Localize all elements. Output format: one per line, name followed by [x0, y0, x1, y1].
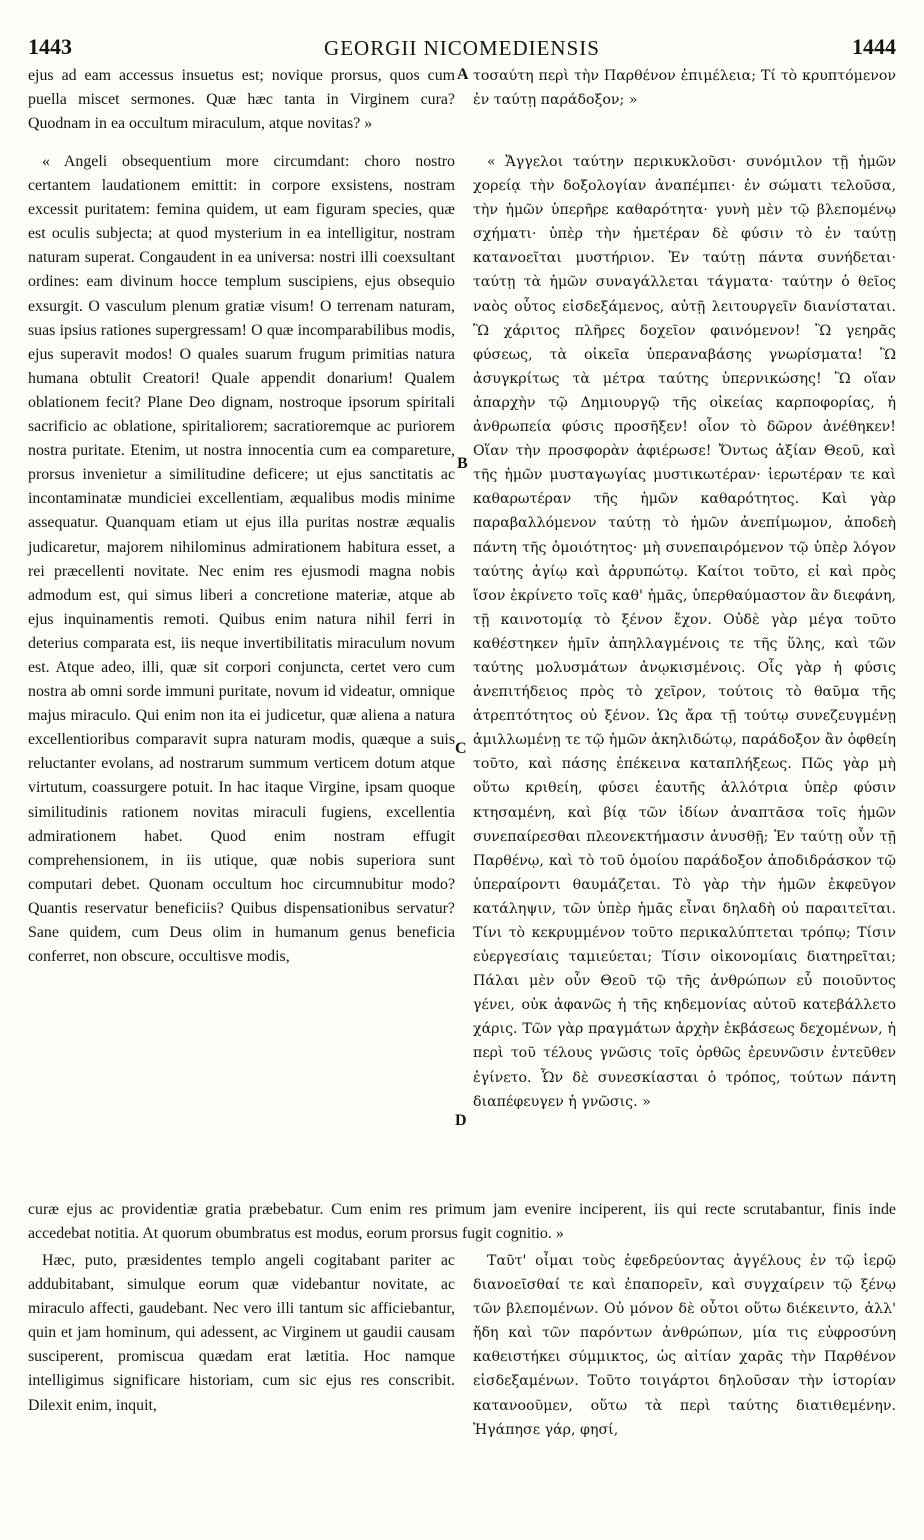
running-title: GEORGII NICOMEDIENSIS [324, 36, 600, 60]
greek-bottom-column [473, 1249, 896, 1442]
margin-marker-d: D [455, 1112, 467, 1129]
page-number-left: 1443 [28, 34, 72, 59]
latin-paragraph: ejus ad eam accessus insuetus est; novique prorsus, quos cum puella miscet sermones. Quæ hæc tanta in Virginem cura? Quodnam in ea occultum miraculum, atque novitas? » [28, 67, 455, 133]
greek-top-block [473, 64, 896, 164]
latin-paragraph: « Angeli obsequentium more circumdant: choro nostro certantem laudationem emittit: in corpore exsistens, nostram excessit puritatem: femina quidem, ut eam figuram species, quæ est oculis subjecta; at quod mysterium in ea intelligitur, nostram naturam superat. Congaudent in ea universa: nostri illi coexsultant ordines: eam divinum hocce templum suscipiens, ejus obsequio exsurgit. O vasculum plenum gratiæ visum! O terrenam naturam, suas ipsius rationes supergressam! O quæ incomparabilibus modis, ejus superavit modos! O quales suarum frugum primitias natura humana obtulit Creatori! Quale appendit donarium! Qualem oblationem fecit? Plane Deo dignam, nostroque ipsorum spiritali sacrificio ac oblatione, spiritaliorem; sacratioremque ac puriorem nostra puritate. Etenim, ut nostra innocentia cum ea compareture, prorsus invenietur a similitudine deficere; ut ejus sanctitatis ac incontaminatæ mundiciei excellentiam, æqualibus modis minime assequatur. Quanquam etiam ut ejus illa puritas nostræ æqualis judicaretur, majorem nihilominus admirationem habitura esset, a rei præcellenti novitate. Nec enim res ejusmodi magna nobis admodum est, qui simus liberi a concretione materiæ, atque ab ejus inquinamentis remoti. Quibus enim natura nihil ferri in deterius comparata est, iis neque invertibilitatis miraculum novum est. Atque adeo, illi, quæ sit corpori conjuncta, certet vero cum nostra ab omni sorde immuni puritate, novum id videatur, omnique majus miraculo. Qui enim non ita ei judicetur, quæ aliena a natura excellentioribus comparavit supra naturam modis, quæque a suis reluctanter evolans, ad nostrarum summum verticem dotum atque virtutum, coassurgere potuit. In hac itaque Virgine, ipsam quoque similitudinis rationem novitas miraculi fugiens, excellentia admirationem habet. Quod enim nostram effugit comprehensionem, in iis utique, quæ nobis superiora sunt computari debet. Quonam occultum hoc circumnubitur modo? Quantis reservatur beneficiis? Quibus dispensationibus servatur? Sane quidem, cum Deus olim in humanum genus beneficia conferret, non obscure, occultisve modis, [28, 153, 455, 966]
margin-marker-b: B [457, 455, 468, 472]
margin-marker-c: C [455, 740, 467, 757]
full-width-latin-line: curæ ejus ac providentiæ gratia præbebatur. Cum enim res primum jam evenire inciperent, iis qui recte scrutabantur, finis inde accedebat notitia. At quorum obumbratus est modus, eorum prorsus fugit cognitio. » [28, 1201, 896, 1243]
page-number-right: 1444 [852, 34, 896, 59]
greek-paragraph: τοσαύτη περὶ τὴν Παρθένον ἐπιμέλεια; Τί τὸ κρυπτόμενον ἐν ταύτῃ παράδοξον; » [473, 68, 896, 109]
greek-main-column [473, 150, 896, 1205]
latin-main-column [28, 150, 455, 1205]
greek-paragraph: Ταῦτ' οἶμαι τοὺς ἐφεδρεύοντας ἀγγέλους ἐν τῷ ἱερῷ διανοεῖσθαί τε καὶ ἐπαπορεῖν, καὶ συγχαίρειν τῷ ξένῳ τῶν βλεπομένων. Οὐ μόνον δὲ οὗτοι οὕτω διέκειντο, ἀλλ' ἤδη καὶ τῶν παρόντων ἀνθρώπων, μία τις εὐφροσύνη καθειστήκει σύμμικτος, ὡς αἰτίαν χαρᾶς τὴν Παρθένον εἰσδεξαμένων. Τοῦτο τοιγάρτοι δηλοῦσαν τὴν ἱστορίαν κατανοοῦμεν, οὕτω τὰ περὶ ταύτης διατιθεμένην. Ἠγάπησε γάρ, φησί, [473, 1253, 896, 1438]
margin-marker-a: A [457, 66, 469, 83]
latin-top-block [28, 64, 455, 164]
greek-paragraph: « Ἄγγελοι ταύτην περικυκλοῦσι· συνόμιλον τῇ ἡμῶν χορείᾳ τὴν δοξολογίαν ἀναπέμπει· ἐν σώματι τελοῦσα, τὴν ἡμῶν ὑπερῆρε καθαρότητα· γυνὴ μὲν τῷ βλεπομένῳ σχήματι· ὑπὲρ τὴν ἡμετέραν δὲ φύσιν τὸ ἐν ταύτῃ κατανοεῖται μυστήριον. Ἐν ταύτῃ πάντα συνήδεται· ταύτῃ τὰ ἡμῶν συναγάλλεται τάγματα· ταύτην ὁ θεῖος ναὸς οὗτος εἰσδεξάμενος, αὐτῇ λειτουργεῖν διανίσταται. Ὢ χάριτος πλῆρες δοχεῖον φαινόμενον! Ὢ γεηρᾶς φύσεως, τὰ οἰκεῖα ὑπεραναβάσης γνωρίσματα! Ὢ ἀσυγκρίτως τὰ μέτρα ταύτης ὑπερνικώσης! Ὢ οἵαν ἀπαρχὴν τῷ Δημιουργῷ τῆς οἰκείας καρποφορίας, ἡ ἀνθρωπεία φύσις προσῆξεν! οἷον τὸ δῶρον ἀνέθηκεν! Οἵαν τὴν προσφορὰν ἀφιέρωσε! Ὄντως ἀξίαν Θεοῦ, καὶ τῆς ἡμῶν μυσταγωγίας μυστικωτέραν· ἱερωτέραν τε καὶ καθαρωτέραν τῆς ἡμῶν καθαρότητος. Καὶ γὰρ παραβαλλόμενον ταύτῃ τὸ ἡμῶν ἀνεπίμωμον, ἀποδεὴ πάντη τῆς ὁμοιότητος· μὴ συνεπαιρόμενον τῷ ὑπὲρ λόγον ταύτης ἁγίῳ καὶ ἀρρυπώτῳ. Καίτοι τοῦτο, εἰ καὶ πρὸς ἴσον ἐκρίνετο τοῖς καθ' ἡμᾶς, ὑπερθαύμαστον ἂν διεφάνη, τῇ καινοτομίᾳ τὸ ξένον ἔχον. Οὐδὲ γὰρ μέγα τοῦτο καθέστηκεν ἡμῖν ἀπηλλαγμένοις τε τῆς ὕλης, καὶ τῶν ταύτης μολυσμάτων ἀνῳκισμένοις. Οἷς γὰρ ἡ φύσις ἀνεπιτήδειος πρὸς τὸ χεῖρον, τούτοις τὸ θαῦμα τῆς ἀτρεπτότητος οὐ ξένον. Ὡς ἄρα τῇ τούτῳ συνεζευγμένῃ ἁμιλλωμένῃ τε τῷ ἡμῶν ἀκηλιδώτῳ, παράδοξον ἂν ὀφθείη τοῦτο, καὶ πάσης ἐπέκεινα καταπλήξεως. Πῶς γὰρ μὴ οὕτω κριθείη, φύσει ἑαυτῆς ἀλλότρια ὑπὲρ φύσιν κτησαμένη, καὶ βίᾳ τῶν ἰδίων ἀναπτᾶσα τοῖς ἡμῶν συνεπαίρεσθαι πλεονεκτήμασιν ἀνυσθῇ; Ἐν ταύτῃ οὖν τῇ Παρθένῳ, καὶ τὸ τοῦ ὁμοίου παράδοξον ἀποδιδράσκον τῷ ὑπεραίροντι θαυμάζεται. Τὸ γὰρ τὴν ἡμῶν ἐκφεῦγον κατάληψιν, τῶν ὑπὲρ ἡμᾶς εἶναι δηλαδὴ οὐ παραιτεῖται. Τίνι τὸ κεκρυμμένον τοῦτο περικαλύπτεται τρόπῳ; Τίσιν εὐεργεσίαις ταμιεύεται; Τίσιν οἰκονομίαις διατηρεῖται; Πάλαι μὲν οὖν Θεοῦ τῷ τῆς ἀνθρώπων εὖ ποιοῦντος γένει, οὐκ ἀφανῶς ἡ τῆς κηδεμονίας αὐτοῦ κατεβάλλετο χάρις. Τῶν γὰρ πραγμάτων ἀρχὴν ἐκβάσεως δεχομένων, ἡ περὶ τοῦ τέλους γνῶσις τοῖς ὀρθῶς ἐρευνῶσιν ἐντεῦθεν ἐγίνετο. Ὧν δὲ συνεσκίασται ὁ τρόπος, τούτων πάντη διαπέφευγεν ἡ γνῶσις. » [473, 154, 896, 1110]
latin-paragraph: Hæc, puto, præsidentes templo angeli cogitabant pariter ac addubitabant, simulque eorum quæ videbantur novitate, ac miraculo affecti, gaudebant. Nec vero illi tantum sic afficiebantur, quin et jam hominum, qui adessent, ac Virginem ut gaudii causam susciperent, promiscua quædam erat lætitia. Hoc namque intelligimus significare historiam, cum sic ejus res conscribit. Dilexit enim, inquit, [28, 1252, 455, 1414]
latin-bottom-column [28, 1249, 455, 1418]
